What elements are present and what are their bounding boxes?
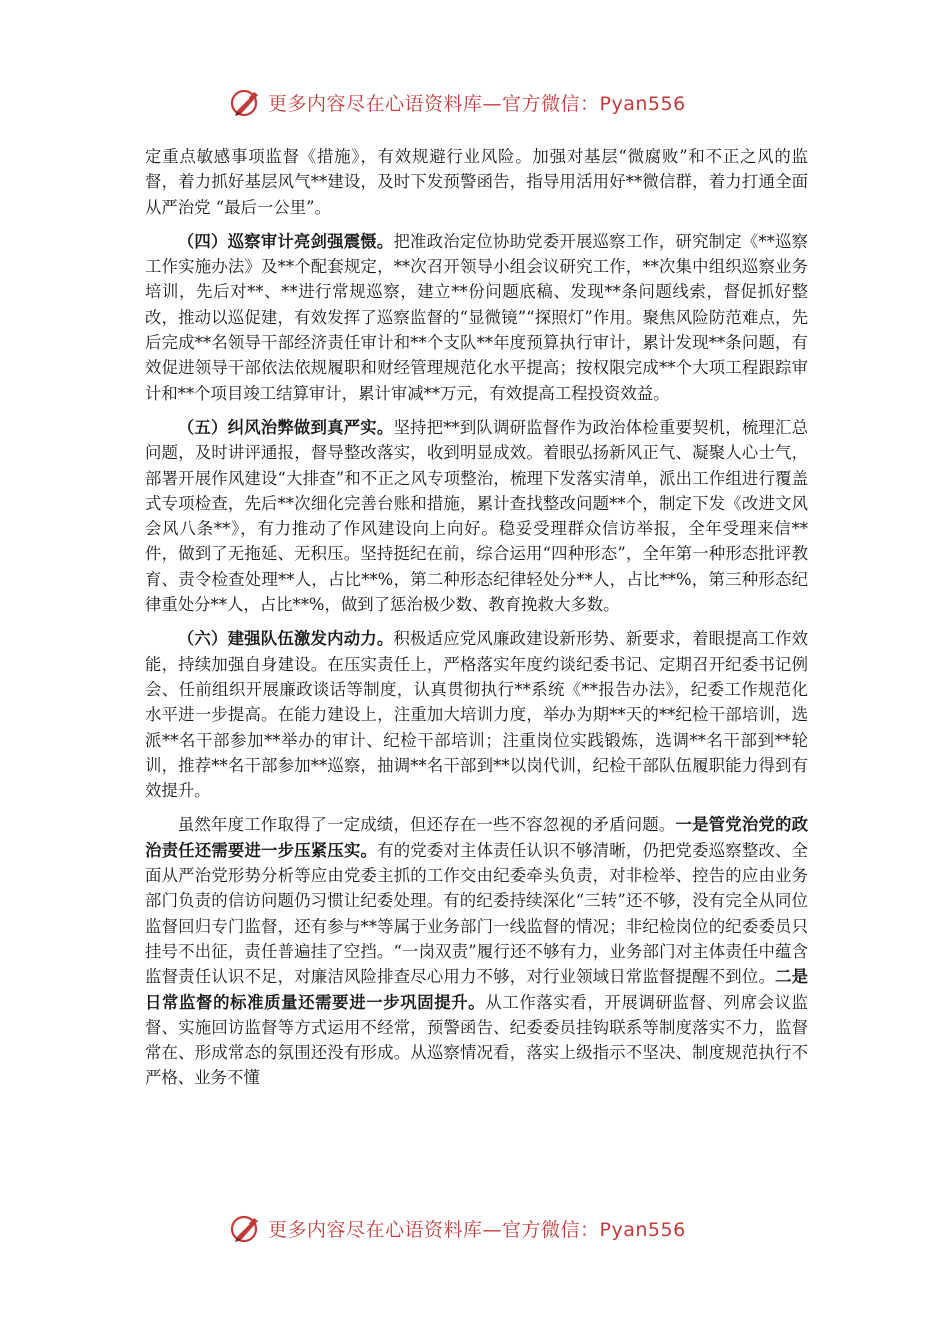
bottom-watermark-banner <box>228 1208 686 1248</box>
paragraph-problems <box>145 812 808 1090</box>
paragraph-text: 虽然年度工作取得了一定成绩，但还存在一些不容忽视的矛盾问题。 <box>177 815 676 835</box>
document-body <box>145 144 808 1100</box>
problem-heading: 一是管党治党的政治责任还需要进一步压紧压实。 <box>145 815 809 860</box>
paragraph-text: 坚持把**到队调研监督作为政治体检重要契机，梳理汇总问题，及时讲评通报，督导整改落实，收到明显成效。着眼弘扬新风正气、凝聚人心士气，部署开展作风建设“大排查”和不正之风专项整治，梳理下发落实清单，派出工作组进行覆盖式专项检查，先后**次细化完善台账和措施，累计查找整改问题**个，制定下发《改进文风会风八条**》，有力推动了作风建设向上向好。稳妥受理群众信访举报，全年受理来信**件，做到了无拖延、无积压。坚持挺纪在前，综合运用“四种形态”，全年第一种形态批评教育、责令检查处理**人，占比**%，第二种形态纪律轻处分**人，占比**%，第三种形态纪律重处分**人，占比**%，做到了惩治极少数、教育挽救大多数。 <box>145 417 809 615</box>
paragraph-text: 从工作落实看，开展调研监督、列席会议监督、实施回访监督等方式运用不经常，预警函告、纪委委员挂钩联系等制度落实不力，监督常在、形成常态的氛围还没有形成。从巡察情况看，落实上级指示不坚决、制度规范执行不严格、业务不懂 <box>145 992 809 1088</box>
watermark-text: 更多内容尽在心语资料库—官方微信：Pyan556 <box>268 92 686 115</box>
section-heading: （六）建强队伍激发内动力。 <box>177 629 394 649</box>
top-watermark-banner <box>228 82 686 122</box>
watermark-text: 更多内容尽在心语资料库—官方微信：Pyan556 <box>268 1218 686 1241</box>
paragraph-text: 积极适应党风廉政建设新形势、新要求，着眼提高工作效能，持续加强自身建设。在压实责任上，严格落实年度约谈纪委书记、定期召开纪委书记例会、任前组织开展廉政谈话等制度，认真贯彻执行**系统《**报告办法》，纪委工作规范化水平进一步提高。在能力建设上，注重加大培训力度，举办为期**天的**纪检干部培训，选派**名干部参加**举办的审计、纪检干部培训；注重岗位实践锻炼，选调**名干部到**轮训，推荐**名干部参加**巡察，抽调**名干部到**以岗代训，纪检干部队伍履职能力得到有效提升。 <box>145 629 809 801</box>
problem-heading: 二是日常监督的标准质量还需要进一步巩固提升。 <box>145 967 809 1012</box>
paragraph-inspection-audit <box>145 229 808 406</box>
pen-logo-icon <box>228 84 264 120</box>
paragraph-rectify-style <box>145 415 808 617</box>
section-heading: （五）纠风治弊做到真严实。 <box>177 417 394 437</box>
section-heading: （四）巡察审计亮剑强震慑。 <box>177 231 394 251</box>
paragraph-text: 把准政治定位协助党委开展巡察工作，研究制定《**巡察工作实施办法》及**个配套规定，**次召开领导小组会议研究工作，**次集中组织巡察业务培训，先后对**、**进行常规巡察，建立**份问题底稿、发现**条问题线索，督促抓好整改，推动以巡促建，有效发挥了巡察监督的“显微镜”“探照灯”作用。聚焦风险防范难点，先后完成**名领导干部经济责任审计和**个支队**年度预算执行审计，累计发现**条问题，有效促进领导干部依法依规履职和财经管理规范化水平提高；按权限完成**个大项工程跟踪审计和**个项目竣工结算审计，累计审减**万元，有效提高工程投资效益。 <box>145 231 809 403</box>
paragraph-text: 有的党委对主体责任认识不够清晰，仍把党委巡察整改、全面从严治党形势分析等应由党委主抓的工作交由纪委牵头负责，对非检举、控告的应由业务部门负责的信访问题仍习惯让纪委处理。有的纪委持续深化“三转”还不够，没有完全从同位监督回归专门监督，还有参与**等属于业务部门一线监督的情况；非纪检岗位的纪委委员只挂号不出征，责任普遍挂了空挡。“一岗双责”履行还不够有力，业务部门对主体责任中蕴含监督责任认识不足，对廉洁风险排查尽心用力不够，对行业领域日常监督提醒不到位。 <box>145 840 809 987</box>
paragraph-continued <box>145 144 808 220</box>
paragraph-text: 定重点敏感事项监督《措施》，有效规避行业风险。加强对基层“微腐败”和不正之风的监督，着力抓好基层风气**建设，及时下发预警函告，指导用活用好**微信群，着力打通全面从严治党 “最后一公里”。 <box>145 147 808 217</box>
paragraph-team-building <box>145 626 808 803</box>
pen-logo-icon <box>228 1210 264 1246</box>
